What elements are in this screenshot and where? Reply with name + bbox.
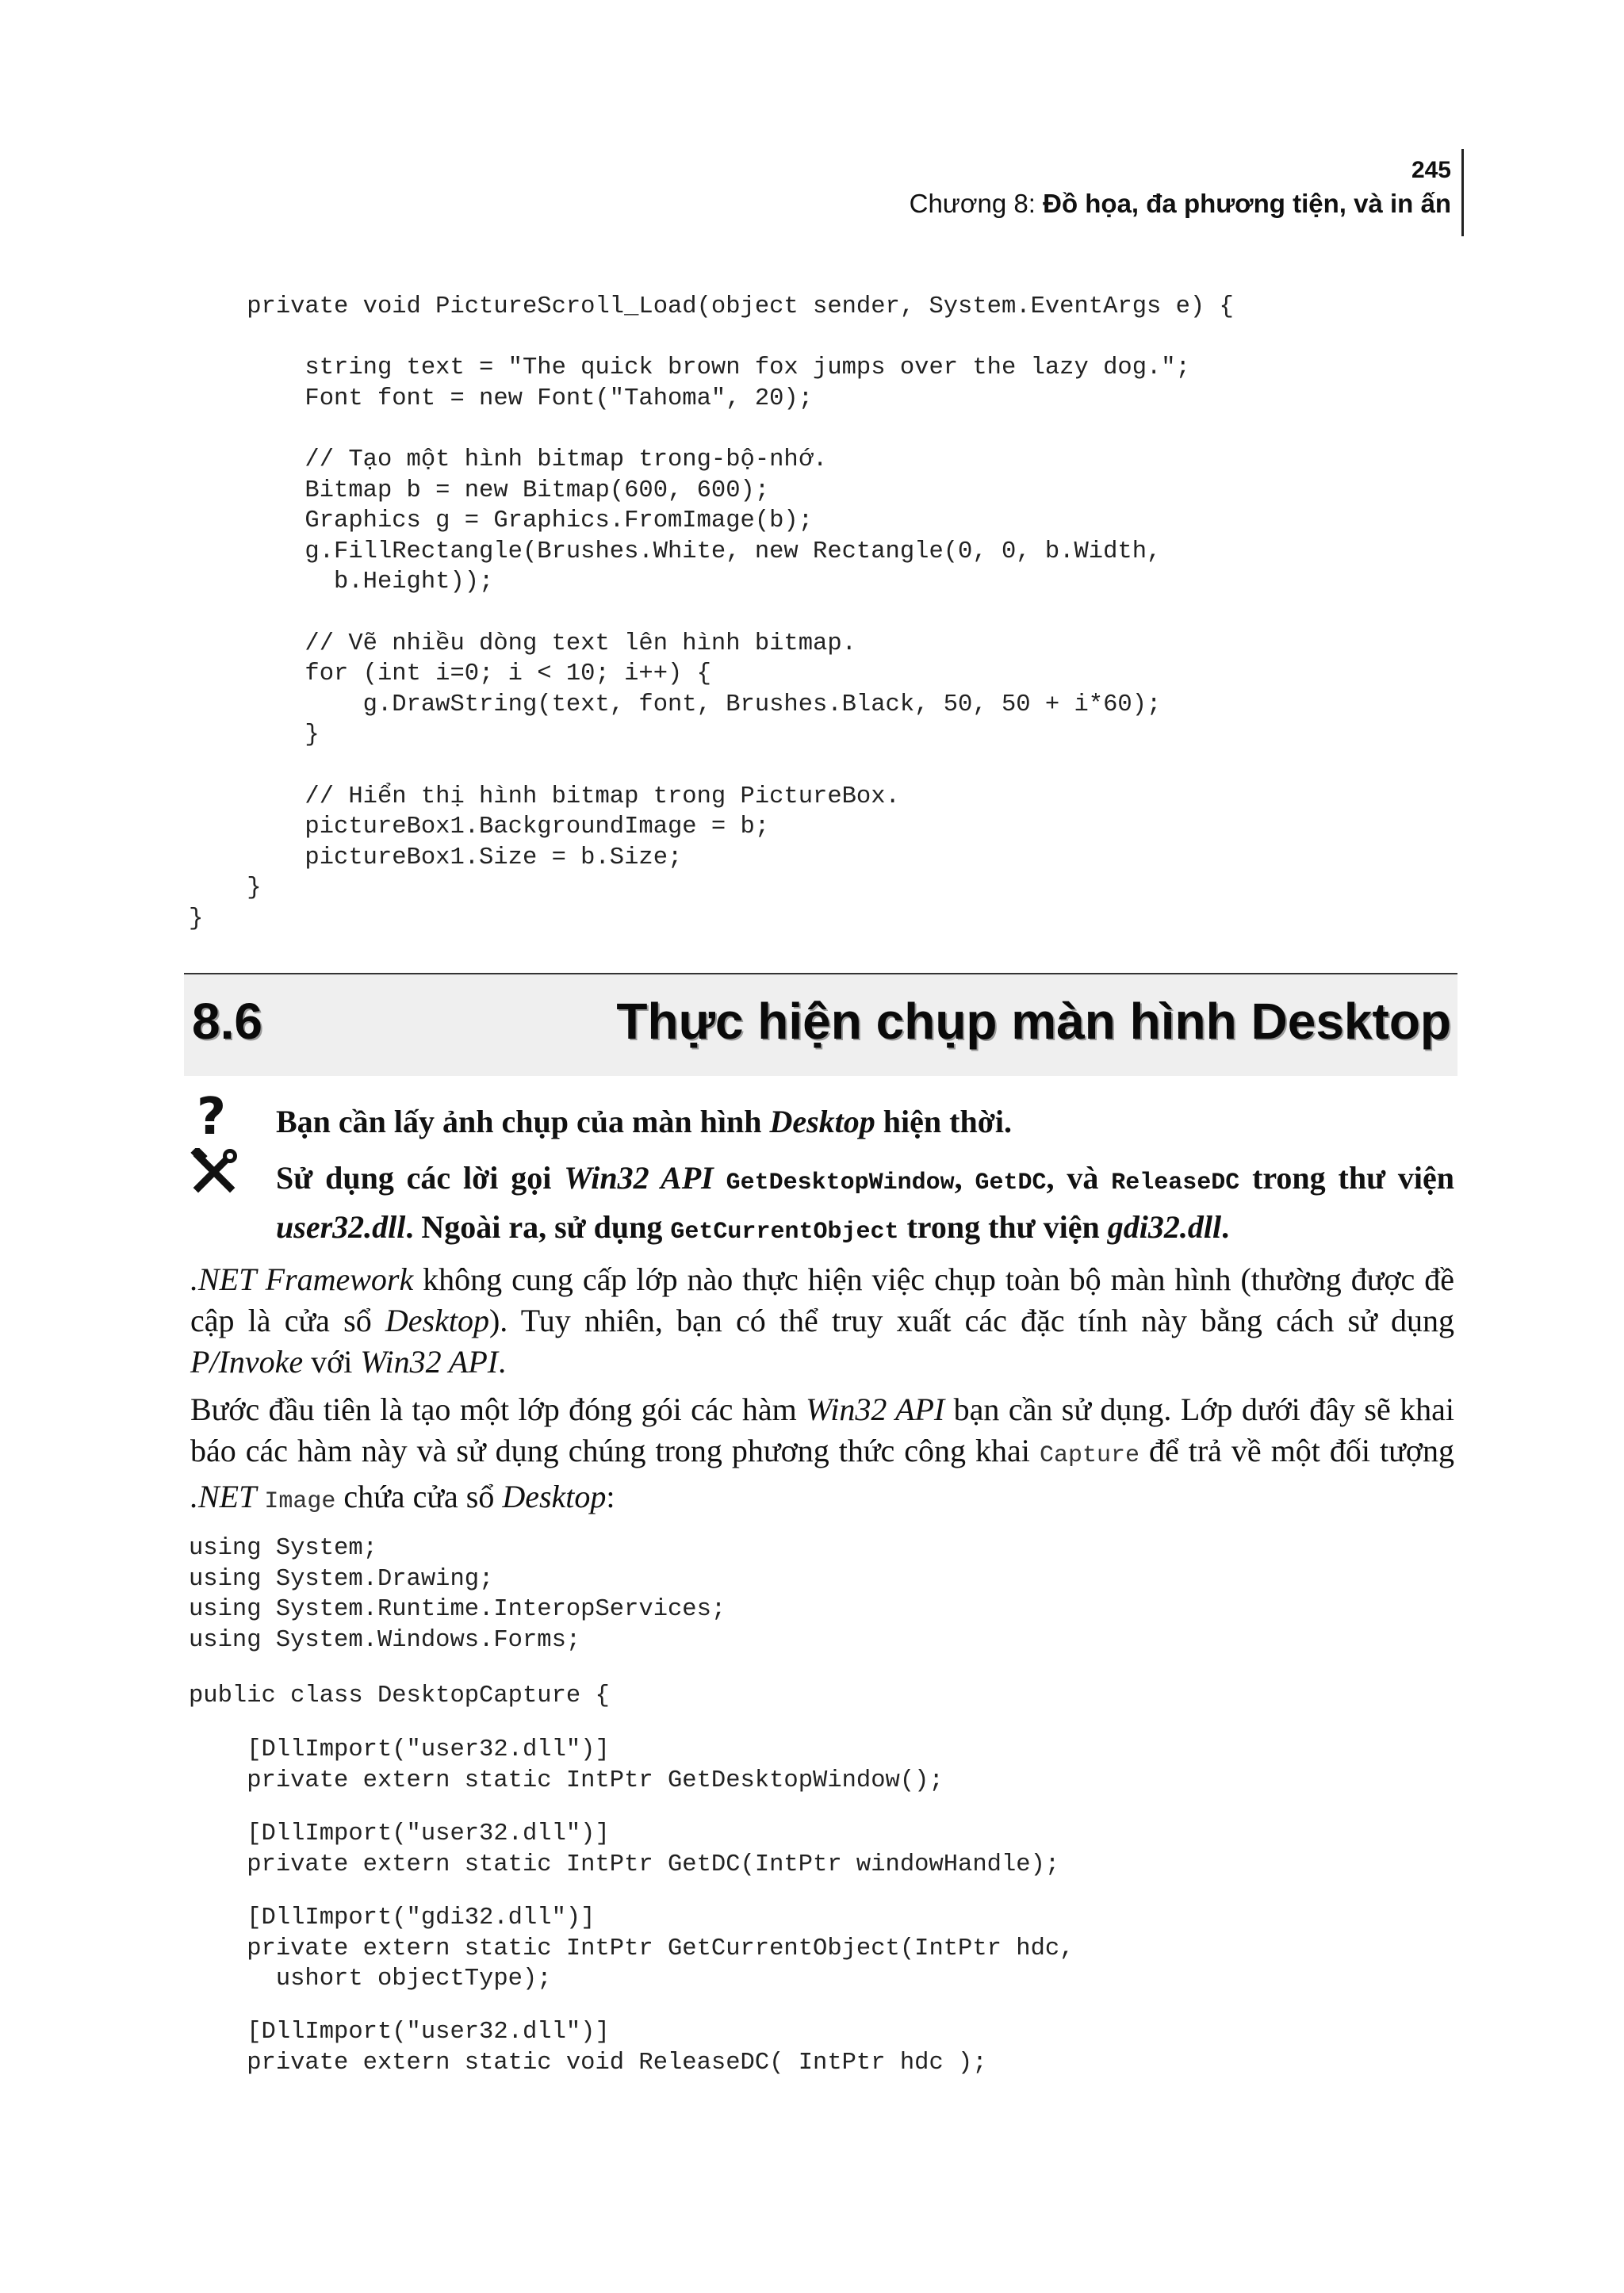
code-line: [189, 598, 1234, 629]
chapter-title: Chương 8: Đồ họa, đa phương tiện, và in ấn: [909, 189, 1451, 218]
code-line: [189, 323, 1234, 354]
question-mark-icon: ?: [197, 1088, 227, 1146]
code-line: [DllImport("user32.dll")]: [189, 1736, 610, 1763]
code-line: Graphics g = Graphics.FromImage(b);: [189, 507, 814, 535]
code-dllimport-3: [189, 1903, 1074, 1995]
section-title: Thực hiện chụp màn hình Desktop: [616, 993, 1451, 1050]
code-line: using System.Drawing;: [189, 1565, 494, 1593]
code-dllimport-1: [189, 1735, 944, 1796]
code-line: [DllImport("gdi32.dll")]: [189, 1904, 596, 1931]
section-heading: [184, 973, 1457, 1076]
code-line: using System.Windows.Forms;: [189, 1626, 581, 1654]
code-line: // Tạo một hình bitmap trong-bộ-nhớ.: [189, 446, 828, 473]
code-line: [DllImport("user32.dll")]: [189, 1820, 610, 1847]
code-line: for (int i=0; i < 10; i++) {: [189, 660, 711, 688]
code-line: private extern static IntPtr GetDC(IntPtr windowHandle);: [189, 1851, 1060, 1878]
code-line: using System.Runtime.InteropServices;: [189, 1596, 726, 1624]
code-block-usings: [189, 1533, 726, 1656]
code-line: Font font = new Font("Tahoma", 20);: [189, 385, 814, 412]
code-dllimport-4: [189, 2017, 987, 2078]
code-line: private extern static void ReleaseDC( IntPtr hdc );: [189, 2049, 987, 2077]
code-line: // Hiển thị hình bitmap trong PictureBox.: [189, 783, 900, 810]
code-line: Bitmap b = new Bitmap(600, 600);: [189, 477, 770, 504]
code-line: g.FillRectangle(Brushes.White, new Rectangle(0, 0, b.Width,: [189, 538, 1162, 565]
code-line: private extern static IntPtr GetCurrentObject(IntPtr hdc,: [189, 1935, 1074, 1962]
code-line: // Vẽ nhiều dòng text lên hình bitmap.: [189, 630, 856, 657]
code-line: }: [189, 722, 320, 749]
code-line: string text = "The quick brown fox jumps over the lazy dog.";: [189, 354, 1190, 382]
code-line: pictureBox1.BackgroundImage = b;: [189, 813, 770, 841]
code-line: g.DrawString(text, font, Brushes.Black, 50, 50 + i*60);: [189, 691, 1162, 718]
body-paragraph: .NET Framework không cung cấp lớp nào thực hiện việc chụp toàn bộ màn hình (thường được đề cập là cửa sổ Desktop). Tuy nhiên, bạn có thể truy xuất các đặc tính này bằng cách sử dụng P/Invoke với Win32 API.: [190, 1261, 1454, 1380]
code-line: public class DesktopCapture {: [189, 1682, 610, 1709]
code-line: b.Height));: [189, 568, 494, 596]
code-line: [DllImport("user32.dll")]: [189, 2019, 610, 2046]
header-rule: [1461, 149, 1464, 236]
section-number: 8.6: [192, 993, 262, 1050]
code-class-declaration: [189, 1681, 610, 1712]
problem-statement: Bạn cần lấy ảnh chụp của màn hình Desktop hiện thời.: [276, 1104, 1012, 1139]
page-header: [910, 155, 1451, 222]
code-line: [189, 414, 1234, 445]
code-line: }: [189, 875, 262, 902]
body-paragraph: Bước đầu tiên là tạo một lớp đóng gói các hàm Win32 API bạn cần sử dụng. Lớp dưới đây sẽ khai báo các hàm này và sử dụng chúng trong phương thức công khai Capture để trả về một đối tượng .NET Image chứa cửa sổ Desktop:: [190, 1391, 1455, 1515]
code-line: pictureBox1.Size = b.Size;: [189, 844, 683, 871]
page-number: 245: [1411, 157, 1451, 183]
code-line: private void PictureScroll_Load(object sender, System.EventArgs e) {: [189, 293, 1234, 320]
code-line: }: [189, 905, 204, 932]
solution-statement: Sử dụng các lời gọi Win32 API GetDesktopWindow, GetDC, và ReleaseDC trong thư viện user32.dll. Ngoài ra, sử dụng GetCurrentObject trong thư viện gdi32.dll.: [276, 1160, 1455, 1246]
code-line: using System;: [189, 1535, 377, 1562]
code-line: private extern static IntPtr GetDesktopWindow();: [189, 1767, 944, 1794]
code-line: [189, 751, 1234, 782]
tools-icon: [190, 1148, 238, 1196]
code-block-top: [189, 292, 1234, 934]
code-line: ushort objectType);: [189, 1966, 552, 1993]
code-dllimport-2: [189, 1819, 1059, 1880]
